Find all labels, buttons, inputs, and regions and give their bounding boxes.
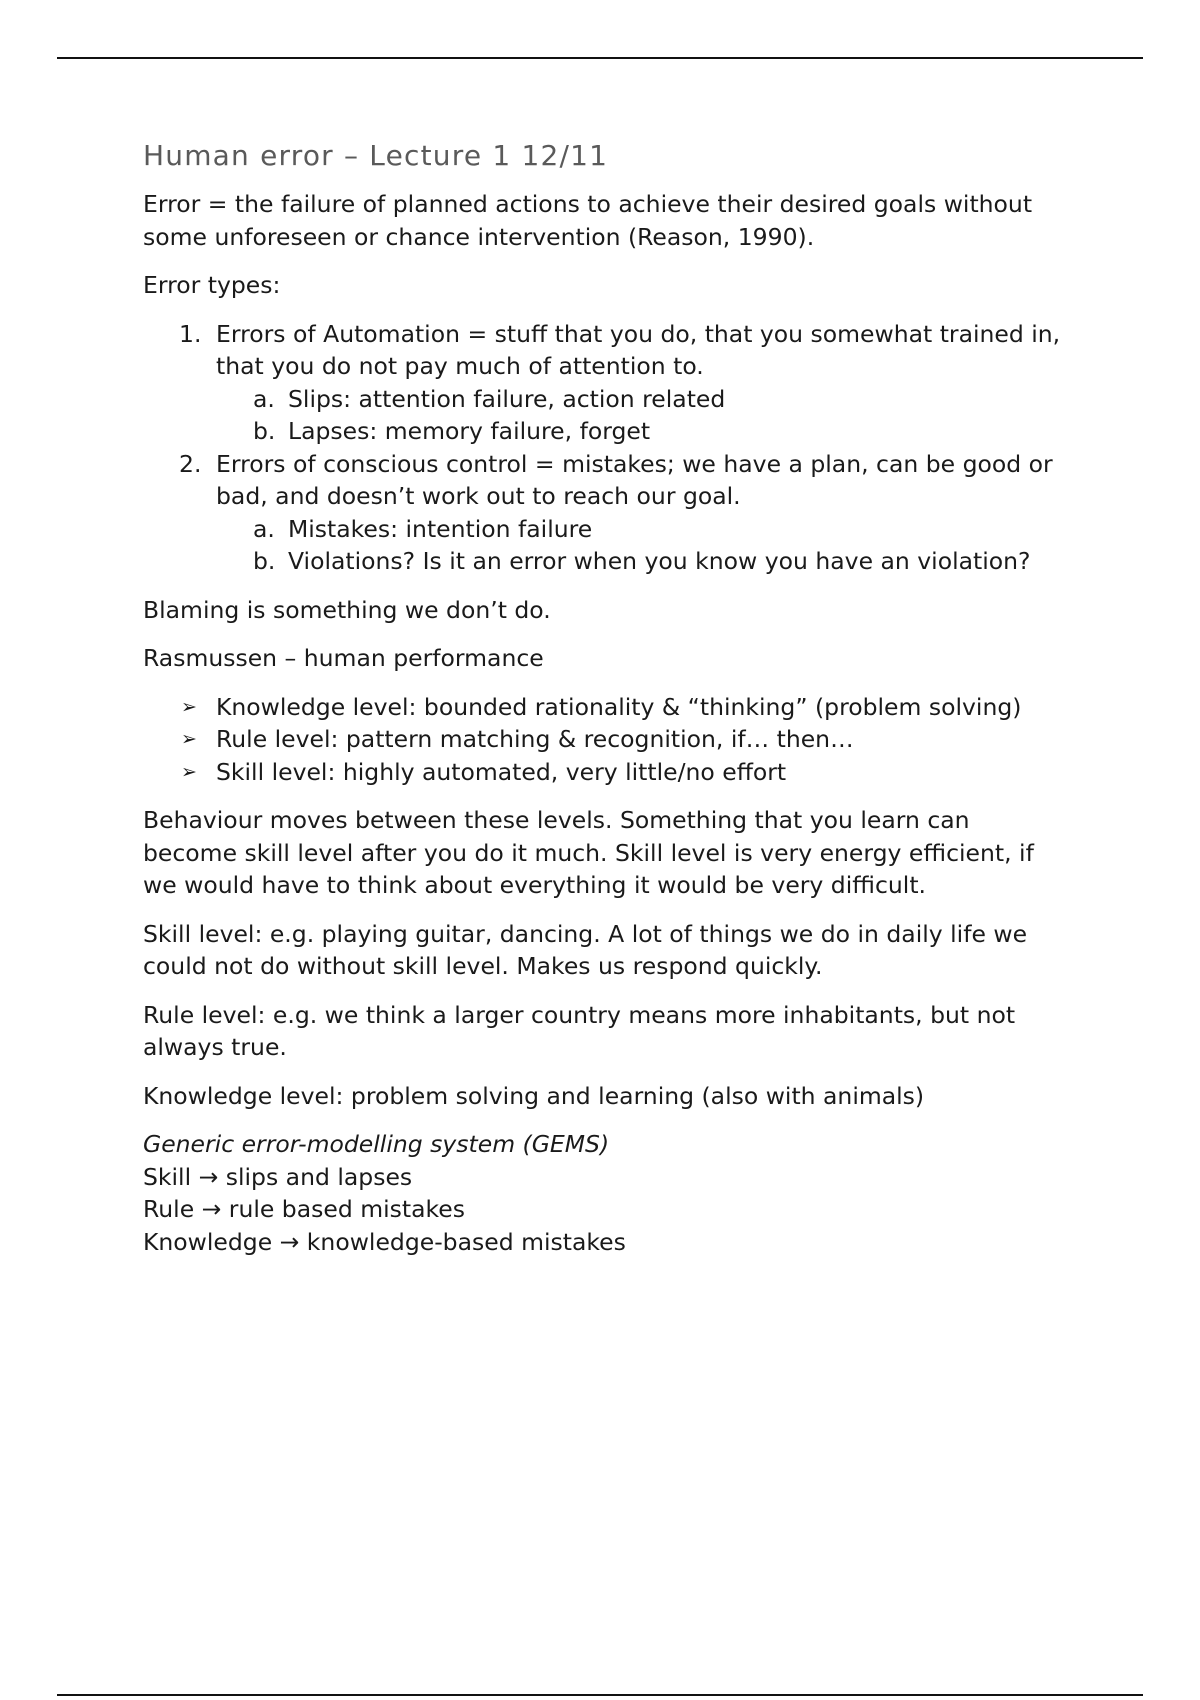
arrow-bullet-icon: ➢ [181, 760, 197, 783]
sub-list-item-text: Violations? Is it an error when you know you have an violation? [288, 547, 1031, 575]
sub-list [216, 513, 1063, 578]
sub-list [216, 383, 1063, 448]
footer-rule [57, 1694, 1143, 1696]
list-item [143, 723, 1063, 756]
paragraph: Knowledge level: problem solving and learning (also with animals) [143, 1081, 925, 1110]
error-types-heading: Error types: [143, 271, 281, 299]
list-marker: 1. [179, 319, 202, 348]
list-marker: b. [253, 417, 276, 445]
list-item-text: Knowledge level: bounded rationality & “thinking” (problem solving) [216, 692, 1022, 721]
sub-list-item [216, 415, 1063, 448]
list-item [143, 691, 1063, 724]
sub-list-item [216, 513, 1063, 546]
list-marker: a. [253, 384, 275, 413]
paragraph: Behaviour moves between these levels. Something that you learn can become skill level after you do it much. Skill level is very energy efficient, if we would have to think about everything it would be very difficult. [143, 806, 1034, 899]
paragraph: Rule level: e.g. we think a larger country means more inhabitants, but not always true. [143, 1000, 1016, 1061]
sub-list-item [216, 383, 1063, 416]
list-item [143, 756, 1063, 789]
list-marker: 2. [179, 449, 202, 478]
error-definition: Error = the failure of planned actions to achieve their desired goals without some unforeseen or chance intervention (Reason, 1990). [143, 190, 1033, 251]
header-rule [57, 57, 1143, 59]
page-title: Human error – Lecture 1 12/11 [143, 139, 609, 172]
sub-list-item [216, 545, 1063, 578]
performance-levels-list [143, 691, 1063, 789]
gems-line: Skill → slips and lapses [143, 1162, 413, 1191]
list-item [143, 448, 1063, 578]
gems-line: Rule → rule based mistakes [143, 1195, 465, 1223]
gems-heading: Generic error-modelling system (GEMS) [143, 1130, 610, 1158]
arrow-bullet-icon: ➢ [181, 695, 197, 718]
sub-list-item-text: Lapses: memory failure, forget [288, 417, 651, 445]
error-types-list [143, 318, 1063, 578]
blaming-statement: Blaming is something we don’t do. [143, 595, 551, 624]
document-page [143, 138, 1063, 1258]
paragraph: Skill level: e.g. playing guitar, dancing. A lot of things we do in daily life we could not do without skill level. Makes us respond quickly. [143, 919, 1028, 980]
list-item-text: Rule level: pattern matching & recognition, if… then… [216, 725, 854, 753]
gems-line: Knowledge → knowledge-based mistakes [143, 1227, 626, 1256]
arrow-bullet-icon: ➢ [181, 728, 197, 750]
list-item-text: Skill level: highly automated, very little/no effort [216, 757, 787, 786]
rasmussen-heading: Rasmussen – human performance [143, 644, 544, 672]
list-marker: a. [253, 514, 275, 543]
sub-list-item-text: Mistakes: intention failure [288, 514, 593, 543]
gems-section [143, 1128, 1063, 1258]
list-item-text: Errors of Automation = stuff that you do, that you somewhat trained in, that you do not pay much of attention to. [216, 319, 1061, 380]
list-item [143, 318, 1063, 448]
list-item-text: Errors of conscious control = mistakes; we have a plan, can be good or bad, and doesn’t work out to reach our goal. [216, 449, 1053, 510]
sub-list-item-text: Slips: attention failure, action related [288, 384, 726, 413]
list-marker: b. [253, 547, 276, 575]
